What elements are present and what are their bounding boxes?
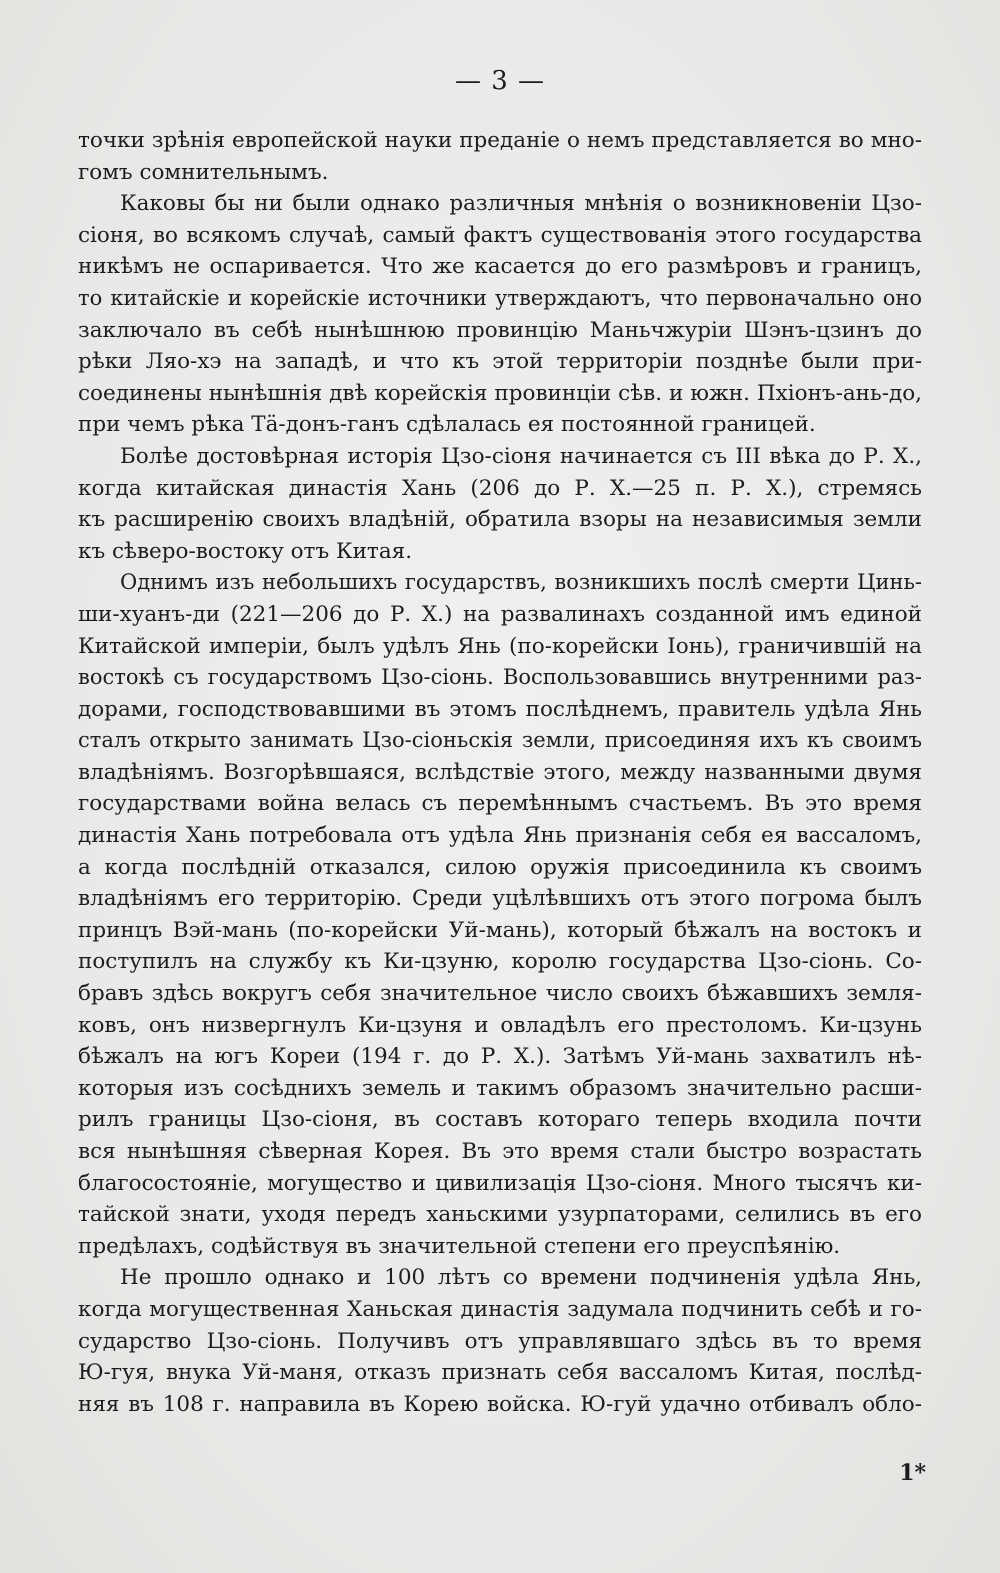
text-line: принцъ Вэй-мань (по-корейски Уй-мань), который бѣжалъ на востокъ и	[78, 917, 922, 943]
text-line: а когда послѣдній отказался, силою оружія присоединила къ своимъ	[78, 854, 922, 880]
text-line: когда могущественная Ханьская династія задумала подчинить себѣ и го-	[78, 1296, 922, 1322]
text-line: заключало въ себѣ нынѣшнюю провинцію Маньчжуріи Шэнъ-цзинъ до	[78, 317, 922, 343]
body-text	[78, 125, 922, 1420]
text-line: владѣніямъ его территорію. Среди уцѣлѣвшихъ отъ этого погрома былъ	[78, 886, 922, 912]
text-line: никѣмъ не оспаривается. Что же касается до его размѣровъ и границъ,	[78, 254, 922, 280]
page-number: — 3 —	[454, 66, 546, 96]
text-line: дорами, господствовавшими въ этомъ послѣднемъ, правитель удѣла Янь	[78, 696, 922, 722]
text-line: Каковы бы ни были однако различныя мнѣнія о возникновеніи Цзо-	[120, 191, 922, 217]
text-line: вся нынѣшняя сѣверная Корея. Въ это время стали быстро возрастать	[78, 1139, 922, 1164]
text-line: рилъ границы Цзо-сіоня, въ составъ котораго теперь входила почти	[78, 1107, 922, 1133]
text-line: Ю-гуя, внука Уй-маня, отказъ признать себя вассаломъ Китая, послѣд-	[78, 1360, 922, 1386]
text-line: Не прошло однако и 100 лѣтъ со времени подчиненія удѣла Янь,	[120, 1265, 922, 1291]
text-line: Китайской имперіи, былъ удѣлъ Янь (по-корейски Іонь), граничившій на	[78, 633, 922, 659]
text-line: няя въ 108 г. направила въ Корею войска. Ю-гуй удачно отбивалъ обло-	[78, 1391, 922, 1417]
text-line: ковъ, онъ низвергнулъ Ки-цзуня и овладѣлъ его престоломъ. Ки-цзунь	[78, 1012, 922, 1038]
text-line: ши-хуанъ-ди (221—206 до Р. Х.) на развалинахъ созданной имъ единой	[78, 601, 922, 627]
text-line: точки зрѣнія европейской науки преданіе о немъ представляется во мно-	[78, 128, 922, 153]
text-line: къ сѣверо-востоку отъ Китая.	[78, 538, 413, 564]
text-line: которыя изъ сосѣднихъ земель и такимъ образомъ значительно расши-	[78, 1075, 922, 1101]
text-line: тайской знати, уходя передъ ханьскими узурпаторами, селились въ его	[78, 1202, 922, 1228]
text-line: бравъ здѣсь вокругъ себя значительное число своихъ бѣжавшихъ земля-	[78, 981, 922, 1007]
text-line: бѣжалъ на югъ Кореи (194 г. до Р. Х.). Затѣмъ Уй-мань захватилъ нѣ-	[78, 1044, 922, 1070]
text-line: сталъ открыто занимать Цзо-сіоньскія земли, присоединяя ихъ къ своимъ	[78, 728, 922, 753]
text-line: Однимъ изъ небольшихъ государствъ, возникшихъ послѣ смерти Цинь-	[120, 570, 922, 595]
text-line: сіоня, во всякомъ случаѣ, самый фактъ существованія этого государства	[78, 222, 922, 248]
text-line: когда китайская династія Хань (206 до Р. Х.—25 п. Р. Х.), стремясь	[78, 475, 922, 501]
text-line: благосостояніе, могущество и цивилизація Цзо-сіоня. Много тысячъ ки-	[78, 1170, 922, 1196]
text-line: Болѣе достовѣрная исторія Цзо-сіоня начинается съ III вѣка до Р. Х.,	[120, 443, 922, 469]
text-line: при чемъ рѣка Тӓ-донъ-ганъ сдѣлалась ея постоянной границей.	[78, 412, 816, 438]
text-line: государствами война велась съ перемѣннымъ счастьемъ. Въ это время	[78, 791, 922, 817]
text-line: соединены нынѣшнія двѣ корейскія провинціи сѣв. и южн. Пхіонъ-ань-до,	[78, 380, 922, 406]
text-line: то китайскіе и корейскіе источники утверждаютъ, что первоначально оно	[78, 285, 922, 310]
text-line: сударство Цзо-сіонь. Получивъ отъ управлявшаго здѣсь въ то время	[78, 1328, 922, 1354]
text-line: рѣки Ляо-хэ на западѣ, и что къ этой территоріи позднѣе были при-	[78, 349, 922, 375]
text-line: династія Хань потребовала отъ удѣла Янь признанія себя ея вассаломъ,	[78, 823, 922, 849]
text-line: предѣлахъ, содѣйствуя въ значительной степени его преуспѣянію.	[78, 1233, 841, 1259]
text-line: владѣніямъ. Возгорѣвшаяся, вслѣдствіе этого, между названными двумя	[78, 759, 922, 785]
text-line: гомъ сомнительнымъ.	[78, 159, 329, 185]
text-line: поступилъ на службу къ Ки-цзуню, королю государства Цзо-сіонь. Со-	[78, 949, 922, 975]
signature-mark: 1*	[899, 1460, 926, 1486]
text-line: востокѣ съ государствомъ Цзо-сіонь. Воспользовавшись внутренними раз-	[78, 665, 922, 690]
text-line: къ расширенію своихъ владѣній, обратила взоры на независимыя земли	[78, 507, 922, 533]
